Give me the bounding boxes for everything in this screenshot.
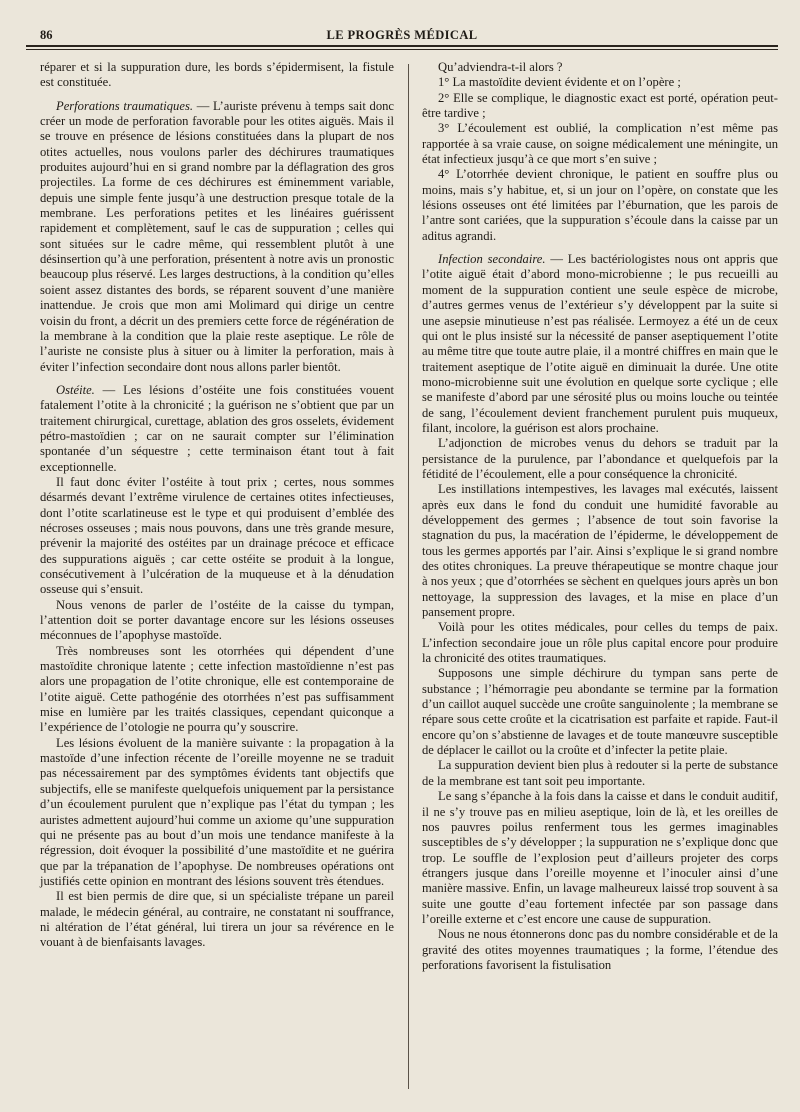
paragraph-text: Voilà pour les otites médicales, pour celles du temps de paix. L’infection secondaire joue un rôle plus capital encore pour produire la chronicité des otites traumatiques. <box>422 620 778 666</box>
paragraph <box>40 99 394 375</box>
column-divider <box>408 64 409 1089</box>
paragraph <box>422 167 778 244</box>
paragraph-text: Il est bien permis de dire que, si un spécialiste trépane un pareil malade, le médecin général, au contraire, ne constatant ni souffrance, ni altération de l’état général, lui tirera un jour sa révérence en le vouant à de bienfaisants lavages. <box>40 889 394 950</box>
paragraph <box>422 436 778 482</box>
page-number: 86 <box>40 28 53 42</box>
left-column <box>40 60 394 951</box>
right-column <box>422 60 778 973</box>
section-heading: Perforations traumatiques. <box>56 98 193 113</box>
paragraph <box>422 927 778 973</box>
paragraph-text: 3° L’écoulement est oublié, la complication n’est même pas rapportée à sa vraie cause, on soigne médicalement une méningite, un état infectieux jusqu’à ce que mort s’en suive ; <box>422 121 778 167</box>
page-header <box>26 24 778 46</box>
paragraph <box>422 758 778 789</box>
paragraph <box>40 60 394 91</box>
paragraph <box>40 475 394 598</box>
paragraph <box>422 620 778 666</box>
paragraph-text: — Les bactériologistes nous ont appris que l’otite aiguë était d’abord mono-microbienne ; le pus recueilli au moment de la suppuration contient une seule espèce de microbe, d’autres germes venus de l’extérieur s’y développent par la suite si une asepsie minutieuse n’est pas réalisée. Lermoyez a été un de ceux qui ont le plus insisté sur la nécessité de panser aseptiquement l’otite au même titre que toute autre plaie, il a montré chiffres en main que le traitement aseptique de l’otite aiguë en diminuait la durée. Une otite mono-microbienne suit une évolution en quelque sorte cyclique ; elle se manifeste d’abord par une sérosité plus ou moins louche ou teintée de sang, l’écoulement devient franchement purulent puis muqueux, filant, incolore, la guérison est alors prochaine. <box>422 252 778 435</box>
paragraph <box>40 644 394 736</box>
paragraph-text: L’adjonction de microbes venus du dehors se traduit par la persistance de la purulence, par l’abondance et quelquefois par la fétidité de l’écoulement, elle a pour conséquence la chronicité. <box>422 436 778 481</box>
paragraph-text: 2° Elle se complique, le diagnostic exact est porté, opération peut-être tardive ; <box>422 90 778 121</box>
paragraph-text: La suppuration devient bien plus à redouter si la perte de substance de la membrane est tant soit peu importante. <box>422 758 778 788</box>
paragraph <box>422 252 778 436</box>
paragraph-text: Nous venons de parler de l’ostéite de la caisse du tympan, l’attention doit se porter davantage encore sur les lésions osseuses méconnues de l’apophyse mastoïde. <box>40 597 394 643</box>
section-heading: Infection secondaire. <box>438 252 546 267</box>
header-rule-thin <box>26 49 778 50</box>
paragraph-text: Les lésions évoluent de la manière suivante : la propagation à la mastoïde d’une infection récente de l’oreille moyenne ne se traduit pas nécessairement par des symptômes évidents tant objectifs que subjectifs, elle se manifeste quelquefois uniquement par la persistance d’un écoulement purulent que n’explique pas l’état du tympan ; les auristes admettent aujourd’hui comme un axiome qu’une suppuration qui ne présente pas au bout d’un mois une tendance manifeste à la régression, doit évoquer la possibilité d’une mastoïdite et ne guérira que par la trépanation de l’apophyse. De nombreuses opérations ont justifiés cette opinion en montrant des lésions souvent très étendues. <box>40 735 394 888</box>
paragraph-text: Qu’adviendra-t-il alors ? <box>438 60 563 74</box>
paragraph-text: réparer et si la suppuration dure, les bords s’épidermisent, la fistule est constituée. <box>40 60 394 90</box>
paragraph <box>422 482 778 620</box>
header-rule-thick <box>26 45 778 47</box>
paragraph-text: 4° L’otorrhée devient chronique, le patient en souffre plus ou moins, mais s’y habitue, et, si un jour on l’opère, on constate que les lésions osseuses ont été limitées par l’éburnation, que les parois de l’antre sont cariées, que la suppuration s’écoule dans la caisse par un aditus agrandi. <box>422 167 778 243</box>
paragraph <box>422 60 778 75</box>
paragraph-text: Les instillations intempestives, les lavages mal exécutés, laissent après eux dans le fond du conduit une humidité favorable au développement des germes ; l’absence de tout soin favorise la stagnation du pus, la macération de l’épiderme, le développement de tous les germes apportés par l’air. Ainsi s’explique le si grand nombre des otites chroniques. La preuve thérapeutique se montre chaque jour à nos yeux ; que d’otorrhées se sèchent en quelques jours après un bon nettoyage, la suppression des lavages, et la mise en place d’un pansement propre. <box>422 482 778 620</box>
paragraph-text: Le sang s’épanche à la fois dans la caisse et dans le conduit auditif, il ne s’y trouve pas en milieu aseptique, loin de là, et les oreilles de nos pauvres poilus renferment tous les germes imaginables susceptibles de s’y développer ; la suppuration ne s’explique donc que trop. Le souffle de l’explosion peut d’ailleurs projeter des corps étrangers jusque dans l’oreille moyenne et l’inoculer ainsi d’une manière massive. Enfin, un lavage malheureux laissé trop souvent à sa suite une goutte d’eau fortement infectée par son passage dans l’oreille externe et c’est encore une cause de suppuration. <box>422 789 778 926</box>
paragraph-text: Nous ne nous étonnerons donc pas du nombre considérable et de la gravité des otites moyennes traumatiques ; la forme, l’étendue des perforations favorisent la fistulisation <box>422 927 778 972</box>
paragraph <box>40 383 394 475</box>
paragraph-text: — L’auriste prévenu à temps sait donc créer un mode de perforation favorable pour les otites aiguës. Mais il se trouve en présence de lésions constituées dans la plupart de nos otites actuelles, nous voulons parler des déchirures traumatiques produites aujourd’hui en si grand nombre par la déflagration des gros projectiles. La forme de ces déchirures est éminemment variable, depuis une simple fente jusqu’à une destruction presque totale de la membrane. Les perforations petites et les linéaires guérissent rapidement et complètement, sauf le cas de suppuration ; celles qui sont situées sur le cadre même, qui ressemblent plutôt à une désinsertion qu’à une perforation, présentent à notre avis un pronostic beaucoup plus réservé. Les larges destructions, à la condition qu’elles soient assez distantes des bords, se réparent souvent d’une manière inattendue. Je crois que mon ami Molimard qui dirige un centre voisin du front, a décrit un des premiers cette force de régénération de la membrane à la condition que la plaie reste aseptique. Le rôle de l’auriste ne consiste plus à situer ou à limiter la perforation, mais à éviter l’infection secondaire dont nous allons parler bientôt. <box>40 98 395 374</box>
paragraph <box>40 598 394 644</box>
paragraph-text: Très nombreuses sont les otorrhées qui dépendent d’une mastoïdite chronique latente ; cette infection mastoïdienne n’est pas alors une propagation de l’otite chronique, elle est contemporaine de l’otite aiguë. Cette pathogénie des otorrhées n’est pas suffisamment mise en lumière par les traités classiques, cependant quiconque a l’expérience de l’otologie ne pourra qu’y souscrire. <box>40 643 394 735</box>
paragraph-text: 1° La mastoïdite devient évidente et on l’opère ; <box>438 75 681 90</box>
paragraph <box>422 121 778 167</box>
paragraph <box>40 736 394 889</box>
paragraph <box>422 75 778 90</box>
section-heading: Ostéite. <box>56 382 95 397</box>
paragraph <box>40 889 394 950</box>
journal-title: LE PROGRÈS MÉDICAL <box>326 28 478 42</box>
paragraph-text: Supposons une simple déchirure du tympan sans perte de substance ; l’hémorragie peu abondante se termine par la formation d’un caillot auquel succède une croûte sanguinolente ; la membrane se répare sous cette croûte et la cicatrisation est parfaite et rapide. Faut-il encore qu’on s’abstienne de lavages et de toute manœuvre susceptible de déplacer le caillot ou la croûte et d’infecter la petite plaie. <box>422 666 778 758</box>
paragraph <box>422 91 778 122</box>
paragraph-text: Il faut donc éviter l’ostéite à tout prix ; certes, nous sommes désarmés devant l’extrême virulence de certaines otites infectieuses, dont l’otite scarlatineuse est le type et qui produisent d’emblée des nécroses osseuses ; mais nous pouvons, dans une très grande mesure, prévenir la majorité des ostéites par un drainage précoce et efficace des suppurations aiguës ; car cette ostéite se produit à la longue, consécutivement à l’ulcération de la muqueuse et à la dénudation osseuse qui s’ensuit. <box>40 474 394 597</box>
paragraph <box>422 666 778 758</box>
paragraph-text: — Les lésions d’ostéite une fois constituées vouent fatalement l’otite à la chronicité ; la guérison ne s’obtient que par un traitement chirurgical, curettage, ablation des gros osselets, évidement pétro-mastoïdien ; car on ne saurait compter sur l’élimination spontanée d’un séquestre ; cette terminaison étant tout à fait exceptionnelle. <box>40 382 394 474</box>
paragraph <box>422 789 778 927</box>
